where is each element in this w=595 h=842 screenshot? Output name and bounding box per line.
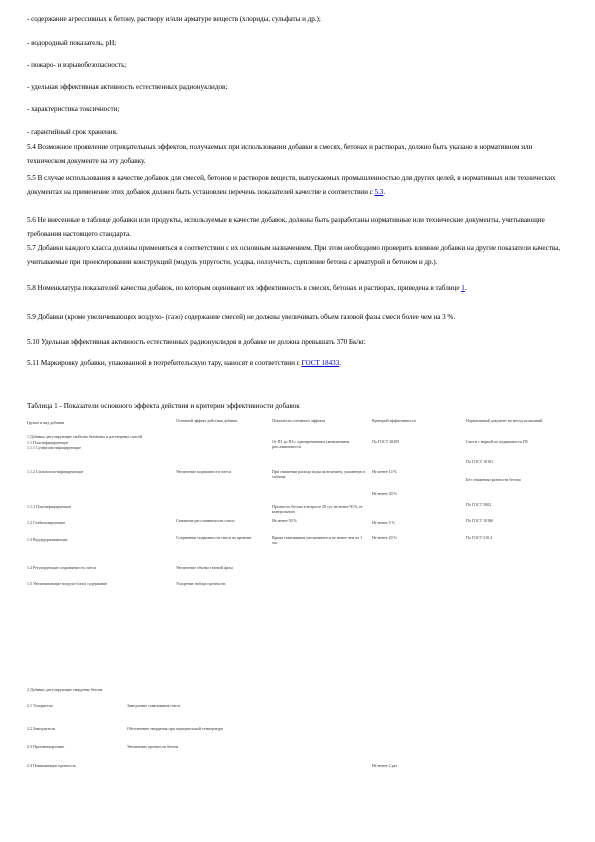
paragraph-5-9: 5.9 Добавки (кроме увеличивающих воздухо- (газо) содержание смесей) не должны увеличивать объем газовой фазы смеси более чем на 3 %. [27, 313, 456, 321]
cell-f7: Не менее 5 % [372, 520, 395, 525]
paragraph-5-11 [27, 357, 567, 371]
cell-f3: Время схватывания увеличивается не менее чем на 1 час [272, 535, 363, 545]
paragraph-5-8-end: . [464, 284, 467, 292]
table-row-1-1-3: 1.1.3 Пластифицирующие [27, 504, 72, 509]
cell-k3: Не менее 50 % [272, 518, 297, 523]
paragraph-5-6: 5.6 Не внесенные в таблице добавки или продукты, используемые в качестве добавок, должны быть разработаны нормативные или технические документы, учитывающие требования настоящего стандарта. [27, 216, 545, 238]
link-5-3[interactable]: 5.3 [374, 187, 384, 196]
table-row-2-1: 2.1 Ускорители [27, 703, 53, 708]
cell-f2: При снижении расхода воды на величину, указанную в таблице [272, 469, 366, 479]
table-header-col1: Группа и вид добавки [27, 420, 65, 425]
cell-n2: По ГОСТ 10181 [466, 459, 494, 464]
table-row-1-1-2: 1.1.2 Сильнопластифицирующие [27, 469, 84, 474]
paragraph-5-10: 5.10 Удельная эффективная активность естественных радионуклидов в добавке не должна превышать 370 Бк/кг. [27, 338, 366, 346]
bullet-6: - гарантийный срок хранения. [27, 128, 118, 136]
cell-n5: По ГОСТ 310.4 [466, 535, 493, 540]
bullet-3: - пожаро- и взрывобезопасность; [27, 61, 127, 69]
cell-n4: По ГОСТ 10180 [466, 518, 494, 523]
table-row-1-4: 1.4 Регулирующие сохраняемость смеси [27, 565, 96, 570]
link-gost-18433[interactable]: ГОСТ 18433 [301, 359, 340, 367]
cell-f4: Прочность бетона в возрасте 28 сут не менее 90 % от контрольного [272, 504, 363, 514]
link-table-1[interactable]: 1 [461, 284, 465, 292]
table-subgroup-1-1: 1.1 Пластифицирующие [27, 440, 69, 445]
table-header-col5: Нормативный документ на метод испытаний [466, 418, 543, 423]
paragraph-5-5 [27, 172, 567, 199]
cell-c-keep: Сохранение подвижности смеси во времени [176, 535, 252, 540]
paragraph-5-8 [27, 282, 567, 296]
table-group-2: 2 Добавки, регулирующие твердение бетона [27, 687, 103, 692]
bullet-1: - содержание агрессивных к бетону, раствору и/или арматуре веществ (хлориды, сульфаты и др.); [27, 15, 321, 23]
bullet-4: - удельная эффективная активность естественных радионуклидов; [27, 83, 228, 91]
paragraph-5-5-text: 5.5 В случае использования в качестве добавок для смесей, бетонов и растворов веществ, выпускаемых промышленностью для других целей, в нормативных или технических документах на применение этих добавок должен быть установлен перечень показателей качестве в соответствии с [27, 174, 556, 196]
table-subgroup-1-1-1: 1.1.1 Суперпластифицирующие [27, 445, 82, 450]
table-row-1-5: 1.5 Увеличивающие воздухо-(газо) содержание [27, 581, 108, 586]
cell-c-frost: Обеспечение твердения при отрицательной температуре [127, 726, 224, 731]
paragraph-5-5-end: . [383, 187, 386, 196]
cell-f8: Не менее 2 раз [372, 763, 398, 768]
paragraph-5-11-end: . [339, 359, 341, 367]
cell-c-incr: Увеличение подвижности смеси [176, 469, 231, 474]
table-caption: Таблица 1 - Показатели основного эффекта действия и критерии эффективности добавок [27, 402, 300, 410]
paragraph-5-8-text: 5.8 Номенклатура показателей качества добавок, по которым оценивают их эффективность в смесях, бетонах и растворах, приведена в таблице [27, 284, 462, 292]
cell-k1: Не менее 14 % [372, 469, 397, 474]
bullet-2: - водородный показатель, рН; [27, 39, 117, 47]
cell-c-slow: Замедление схватывания смеси [127, 703, 181, 708]
cell-k4: Не менее 20 % [372, 535, 397, 540]
paragraph-5-7: 5.7 Добавки каждого класса должны применяться в соответствии с их основным назначением. При этом необходимо проверить влияние добавки на другие показатели качества, учитываемые при проектировании конструкций (модуль упругости, усадка, ползучесть, сцепление бетона с арматурой и бетоном и др.). [27, 244, 561, 266]
table-row-1-3: 1.3 Водоудерживающие [27, 537, 68, 542]
table-row-2-3: 2.3 Противоморозные [27, 744, 65, 749]
table-header-col3: Показатели основного эффекта [272, 418, 326, 423]
cell-k2: Не менее 30 % [372, 491, 397, 496]
table-header-col4: Критерий эффективности [372, 418, 416, 423]
paragraph-5-4: 5.4 Возможное проявление отрицательных эффектов, получаемых при использовании добавки в смесях, бетонах и растворах, должно быть указано в нормативном или техническом документе на эту добавку. [27, 143, 533, 165]
cell-c-acc: Ускорение набора прочности [176, 581, 226, 586]
cell-c-red: Снижение расслаиваемости смеси [176, 518, 235, 523]
bullet-5: - характеристика токсичности; [27, 105, 120, 113]
table-row-2-4: 2.4 Повышающие прочность [27, 763, 76, 768]
table-row-1-2: 1.2 Стабилизирующие [27, 520, 66, 525]
table-group-1: 1 Добавки, регулирующие свойства бетонных и растворных смесей [27, 434, 143, 439]
cell-f1: От П1 до П4 с одновременным уменьшением расслаиваемости [272, 439, 350, 449]
cell-f5: Смеси с маркой по подвижности П5 [466, 439, 528, 444]
cell-c-str: Увеличение прочности бетона [127, 744, 179, 749]
cell-n3: По ГОСТ 5802 [466, 502, 492, 507]
cell-c-air: Увеличение объема газовой фазы [176, 565, 233, 570]
table-row-2-2: 2.2 Замедлители [27, 726, 55, 731]
table-header-col2: Основной эффект действия добавки [176, 418, 238, 423]
cell-n1: По ГОСТ 30459 [372, 439, 400, 444]
cell-f6: Без снижения прочности бетона [466, 477, 521, 482]
paragraph-5-11-text: 5.11 Маркировку добавки, упакованной в потребительскую тару, наносят в соответствии с [27, 359, 302, 367]
